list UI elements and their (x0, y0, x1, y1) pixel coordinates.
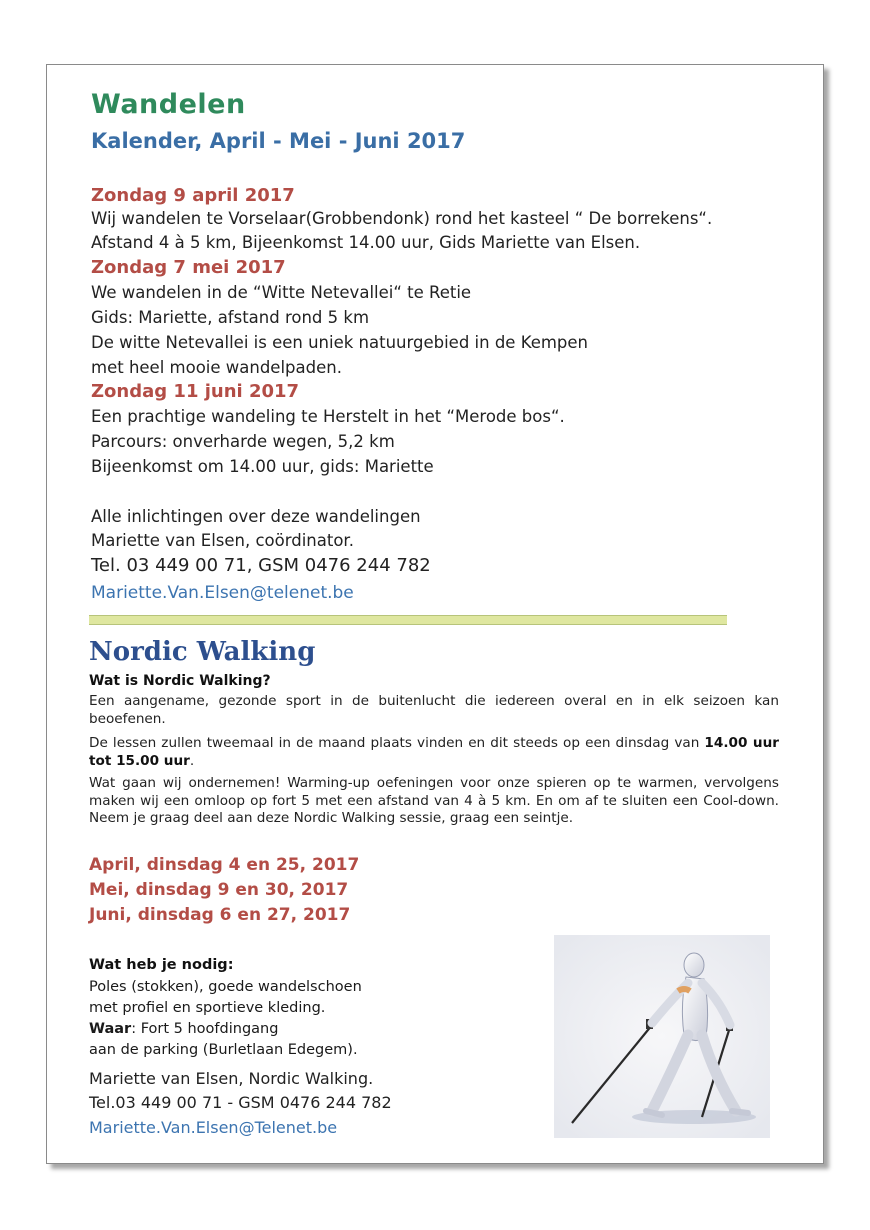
walk-3-line-3: Bijeenkomst om 14.00 uur, gids: Mariette (91, 457, 434, 476)
where-label: Waar (89, 1021, 132, 1037)
walk-2-line-1: We wandelen in de “Witte Netevallei“ te Retie (91, 283, 472, 302)
walk-2-line-2: Gids: Mariette, afstand rond 5 km (91, 308, 370, 327)
info-email-link[interactable]: Mariette.Van.Elsen@telenet.be (91, 583, 354, 603)
walk-2-line-4: met heel mooie wandelpaden. (91, 358, 342, 377)
section-divider (89, 615, 727, 625)
need-line-2: met profiel en sportieve kleding. (89, 1000, 326, 1016)
info-line-2: Mariette van Elsen, coördinator. (91, 531, 354, 550)
nordic-walker-illustration (554, 935, 770, 1138)
nordic-paragraph-1: Een aangename, gezonde sport in de buitenlucht die iedereen overal en in elk seizoen kan beoefenen. (89, 693, 779, 727)
nordic-date-april: April, dinsdag 4 en 25, 2017 (89, 855, 360, 875)
walk-1-line-1: Wij wandelen te Vorselaar(Grobbendonk) rond het kasteel “ De borrekens“. (91, 209, 713, 228)
walk-3-line-2: Parcours: onverharde wegen, 5,2 km (91, 432, 395, 451)
where-line-1: Waar: Fort 5 hoofdingang (89, 1021, 279, 1037)
nordic-date-mei: Mei, dinsdag 9 en 30, 2017 (89, 880, 349, 900)
walk-1-line-2: Afstand 4 à 5 km, Bijeenkomst 14.00 uur, Gids Mariette van Elsen. (91, 233, 641, 252)
lesson-time: 14.00 uur tot 15.00 uur (89, 735, 779, 769)
contact-email-link[interactable]: Mariette.Van.Elsen@Telenet.be (89, 1118, 338, 1137)
where-line-2: aan de parking (Burletlaan Edegem). (89, 1042, 358, 1058)
nordic-paragraph-3: Wat gaan wij ondernemen! Warming-up oefeningen voor onze spieren op te warmen, vervolgens maken wij een omloop op fort 5 met een afstand van 4 à 5 km. En om af te sluiten een Cool-down. Neem je graag deel aan deze Nordic Walking sessie, graag een seintje. (89, 775, 779, 826)
page-subtitle: Kalender, April - Mei - Juni 2017 (91, 129, 466, 153)
info-phone: Tel. 03 449 00 71, GSM 0476 244 782 (91, 555, 431, 576)
need-heading: Wat heb je nodig: (89, 957, 234, 973)
nordic-paragraph-2: De lessen zullen tweemaal in de maand plaats vinden en dit steeds op een dinsdag van 14.00 uur tot 15.00 uur. (89, 735, 779, 769)
walk-2-line-3: De witte Netevallei is een uniek natuurgebied in de Kempen (91, 333, 588, 352)
walker-figure-icon (554, 935, 770, 1138)
need-line-1: Poles (stokken), goede wandelschoen (89, 979, 362, 995)
contact-name: Mariette van Elsen, Nordic Walking. (89, 1069, 374, 1088)
document-page (46, 64, 824, 1164)
contact-phone: Tel.03 449 00 71 - GSM 0476 244 782 (89, 1093, 392, 1112)
page-title: Wandelen (91, 89, 246, 120)
nordic-date-juni: Juni, dinsdag 6 en 27, 2017 (89, 905, 351, 925)
walk-3-line-1: Een prachtige wandeling te Herstelt in het “Merode bos“. (91, 407, 565, 426)
walk-2-date: Zondag 7 mei 2017 (91, 257, 286, 278)
nordic-question: Wat is Nordic Walking? (89, 673, 271, 689)
info-line-1: Alle inlichtingen over deze wandelingen (91, 507, 421, 526)
walk-1-date: Zondag 9 april 2017 (91, 185, 295, 206)
walk-3-date: Zondag 11 juni 2017 (91, 381, 300, 402)
nordic-walking-title: Nordic Walking (89, 637, 316, 667)
